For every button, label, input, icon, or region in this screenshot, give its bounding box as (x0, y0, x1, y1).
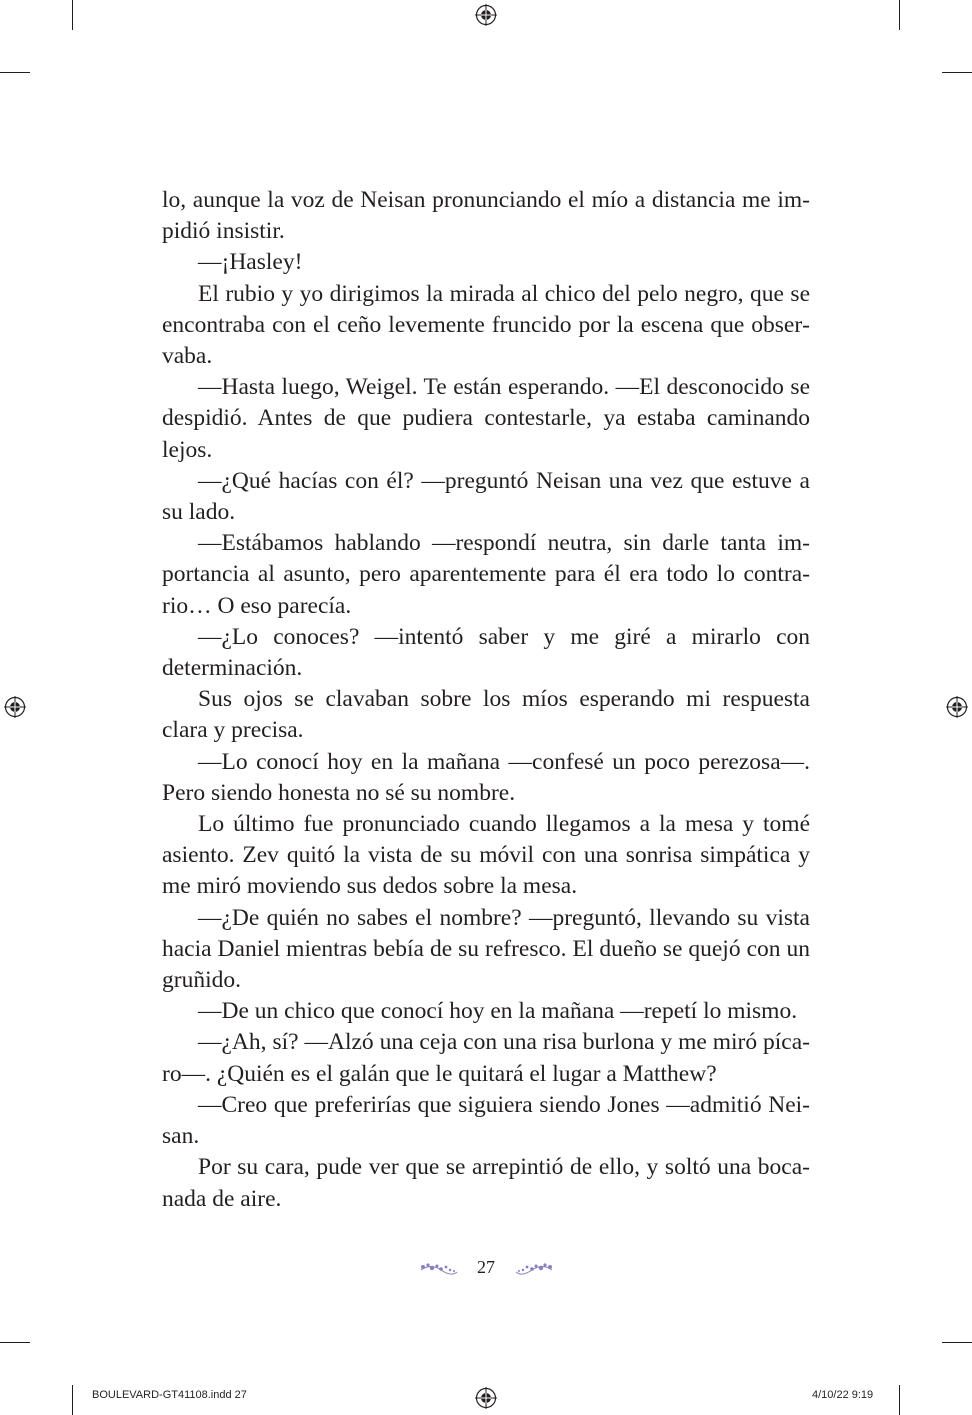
paragraph: —¿De quién no sabes el nombre? —preguntó, llevando su vista hacia Daniel mientras bebía de su refresco. El dueño se quejó con un gruñido. (162, 904, 810, 994)
paragraph: —Lo conocí hoy en la mañana —confesé un poco perezosa—. Pero siendo honesta no sé su nombre. (162, 748, 810, 806)
slug-date-info: 4/10/22 9:19 (812, 1389, 874, 1401)
crop-mark-right-bottom (942, 1342, 972, 1343)
crop-mark-top-right (899, 0, 900, 30)
paragraph: El rubio y yo dirigimos la mirada al chico del pelo negro, que se encontraba con el ceño levemente fruncido por la escena que observaba. (162, 280, 810, 370)
crop-mark-bottom-right (899, 1385, 900, 1415)
paragraph: —Hasta luego, Weigel. Te están esperando. —El desconocido se despidió. Antes de que pudiera contestarle, ya estaba caminando lejos. (162, 374, 810, 463)
registration-mark-icon (475, 4, 497, 26)
paragraph: Sus ojos se clavaban sobre los míos esperando mi respuesta clara y precisa. (162, 686, 810, 744)
crop-mark-left-bottom (0, 1342, 30, 1343)
paragraph: Lo último fue pronunciado cuando llegamos a la mesa y tomé asiento. Zev quitó la vista de su móvil con una sonrisa simpática y me miró moviendo sus dedos sobre la mesa. (162, 811, 810, 900)
page-number: 27 (477, 1257, 495, 1278)
registration-mark-icon (4, 696, 26, 718)
slug-file-info: BOULEVARD-GT41108.indd 27 (92, 1389, 247, 1401)
paragraph: lo, aunque la voz de Neisan pronunciando el mío a distancia me impidió insistir. (162, 187, 810, 245)
registration-mark-icon (946, 696, 968, 718)
page-number-footer (0, 1256, 972, 1278)
crop-mark-bottom-left (72, 1385, 73, 1415)
paragraph: —De un chico que conocí hoy en la mañana —repetí lo mismo. (198, 998, 798, 1025)
paragraph: —¿Qué hacías con él? —preguntó Neisan una vez que estuve a su lado. (162, 467, 810, 526)
crop-mark-top-left (72, 0, 73, 30)
paragraph: Por su cara, pude ver que se arrepintió de ello, y soltó una bocanada de aire. (162, 1154, 810, 1212)
crop-mark-right-top (942, 72, 972, 73)
paragraph: —¿Ah, sí? —Alzó una ceja con una risa burlona y me miró pícaro—. ¿Quién es el galán que le quitará el lugar a Matthew? (162, 1029, 810, 1087)
floral-ornament-icon (419, 1259, 459, 1277)
paragraph: —Estábamos hablando —respondí neutra, sin darle tanta importancia al asunto, pero aparentemente para él era todo lo contrario… O eso parecía. (162, 530, 810, 619)
floral-ornament-icon (514, 1259, 554, 1277)
body-text (162, 185, 810, 1215)
paragraph: —Creo que preferirías que siguiera siendo Jones —admitió Neisan. (162, 1091, 810, 1150)
paragraph: —¿Lo conoces? —intentó saber y me giré a mirarlo con determinación. (162, 623, 810, 682)
crop-mark-left-top (0, 72, 30, 73)
registration-mark-icon (475, 1387, 497, 1409)
paragraph: —¡Hasley! (198, 249, 303, 276)
